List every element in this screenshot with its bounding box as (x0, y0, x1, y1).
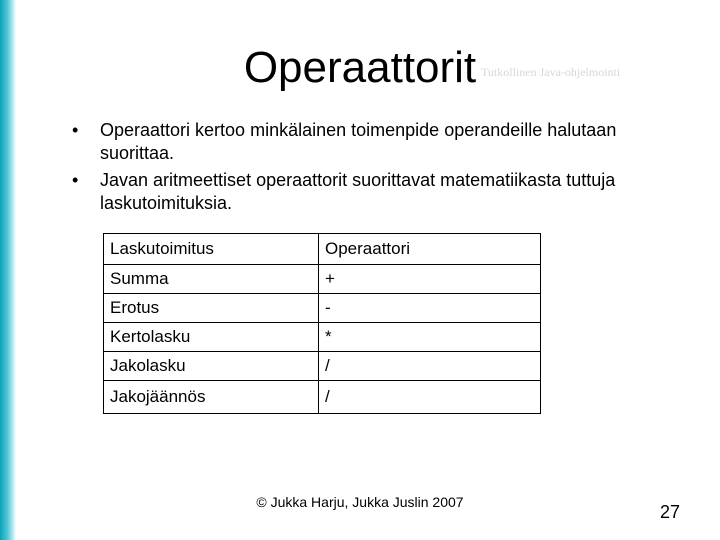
table-cell: - (319, 294, 541, 323)
table-header-cell: Laskutoimitus (104, 234, 319, 265)
page-number: 27 (659, 502, 680, 522)
bullet-dot: • (72, 170, 79, 190)
slide-footer: © Jukka Harju, Jukka Juslin 2007 (256, 494, 464, 510)
table-cell: / (319, 381, 541, 414)
table-cell: Jakolasku (104, 352, 319, 381)
slide-title: Operaattorit (243, 43, 477, 92)
table-cell: Summa (104, 265, 319, 294)
table-row (104, 352, 541, 381)
bullet-item (72, 119, 692, 165)
bullet-dot: • (72, 120, 79, 140)
table-cell: * (319, 323, 541, 352)
slide-subtitle: Tutkollinen Java-ohjelmointi (481, 65, 621, 79)
table-header-row (104, 234, 541, 265)
table-cell: Kertolasku (104, 323, 319, 352)
table-row (104, 323, 541, 352)
bullet-text: Operaattori kertoo minkälainen toimenpide operandeille halutaan suorittaa. (100, 120, 617, 163)
table-header-cell: Operaattori (319, 234, 541, 265)
table-cell: Erotus (104, 294, 319, 323)
bullet-list (72, 119, 692, 219)
table-row (104, 381, 541, 414)
table-cell: + (319, 265, 541, 294)
bullet-item (72, 169, 692, 215)
table-row (104, 265, 541, 294)
operators-table (103, 233, 541, 414)
bullet-text: Javan aritmeettiset operaattorit suorittavat matematiikasta tuttuja laskutoimituksia. (100, 170, 616, 213)
table-cell: / (319, 352, 541, 381)
table-row (104, 294, 541, 323)
table-cell: Jakojäännös (104, 381, 319, 414)
